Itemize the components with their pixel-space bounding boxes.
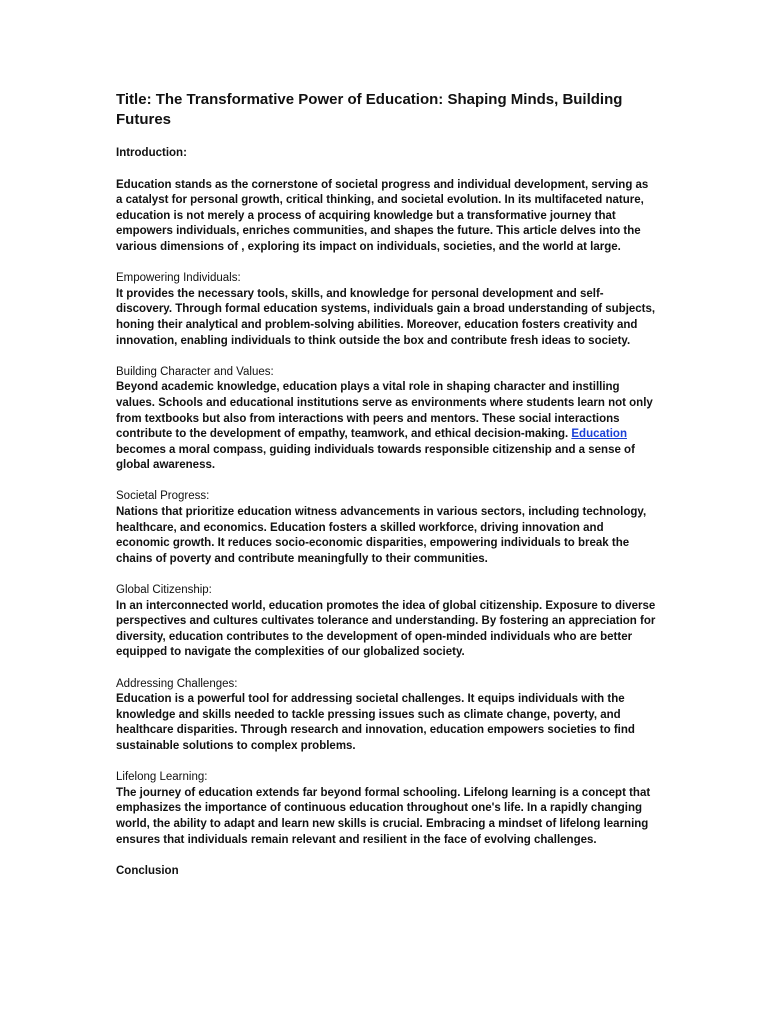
section-societal-progress	[116, 489, 656, 567]
document-page	[116, 90, 656, 879]
intro-heading: Introduction:	[116, 147, 187, 159]
section-addressing-challenges	[116, 677, 656, 755]
section-body: It provides the necessary tools, skills, and knowledge for personal development and self-discovery. Through formal education systems, individuals gain a broad understanding of subjects, honing their analytical and problem-solving abilities. Moreover, education fosters creativity and innovation, enabling individuals to think outside the box and contribute fresh ideas to society.	[116, 287, 656, 347]
document-title: Title: The Transformative Power of Education: Shaping Minds, Building Futures	[116, 91, 623, 128]
section-heading: Building Character and Values:	[116, 365, 274, 378]
section-body: The journey of education extends far beyond formal schooling. Lifelong learning is a concept that emphasizes the importance of continuous education throughout one's life. In a rapidly changing world, the ability to adapt and learn new skills is crucial. Embracing a mindset of lifelong learning ensures that individuals remain relevant and resilient in the face of evolving challenges.	[116, 786, 651, 846]
intro-paragraph: Education stands as the cornerstone of societal progress and individual development, serving as a catalyst for personal growth, critical thinking, and societal evolution. In its multifaceted nature, education is not merely a process of acquiring knowledge but a transformative journey that empowers individuals, enriches communities, and shapes the future. This article delves into the various dimensions of , exploring its impact on individuals, societies, and the world at large.	[116, 178, 649, 253]
section-body: In an interconnected world, education promotes the idea of global citizenship. Exposure to diverse perspectives and cultures cultivates tolerance and understanding. By fostering an appreciation for diversity, education contributes to the development of open-minded individuals who are better equipped to navigate the complexities of our globalized society.	[116, 599, 656, 659]
section-body	[116, 380, 656, 474]
section-heading: Global Citizenship:	[116, 584, 212, 597]
section-heading: Lifelong Learning:	[116, 771, 208, 784]
section-body-text-after-link: becomes a moral compass, guiding individuals towards responsible citizenship and a sense of global awareness.	[116, 443, 635, 472]
education-link[interactable]: Education	[571, 428, 627, 441]
section-body: Nations that prioritize education witness advancements in various sectors, including technology, healthcare, and economics. Education fosters a skilled workforce, driving innovation and economic growth. It reduces socio-economic disparities, empowering individuals to break the chains of poverty and contribute meaningfully to their communities.	[116, 506, 647, 565]
section-building-character	[116, 365, 656, 474]
conclusion-heading: Conclusion	[116, 864, 179, 877]
section-heading: Societal Progress:	[116, 490, 210, 503]
section-body: Education is a powerful tool for addressing societal challenges. It equips individuals with the knowledge and skills needed to tackle pressing issues such as climate change, poverty, and healthcare disparities. Through research and innovation, education empowers societies to find sustainable solutions to complex problems.	[116, 693, 635, 752]
section-empowering-individuals	[116, 271, 656, 349]
section-heading: Addressing Challenges:	[116, 677, 238, 690]
section-global-citizenship	[116, 583, 656, 661]
section-lifelong-learning	[116, 770, 656, 848]
section-heading: Empowering Individuals:	[116, 272, 241, 285]
section-body-text-before-link: Beyond academic knowledge, education plays a vital role in shaping character and instilling values. Schools and educational institutions serve as environments where students learn not only from textbooks but also from interactions with peers and mentors. These social interactions contribute to the development of empathy, teamwork, and ethical decision-making.	[116, 381, 653, 441]
